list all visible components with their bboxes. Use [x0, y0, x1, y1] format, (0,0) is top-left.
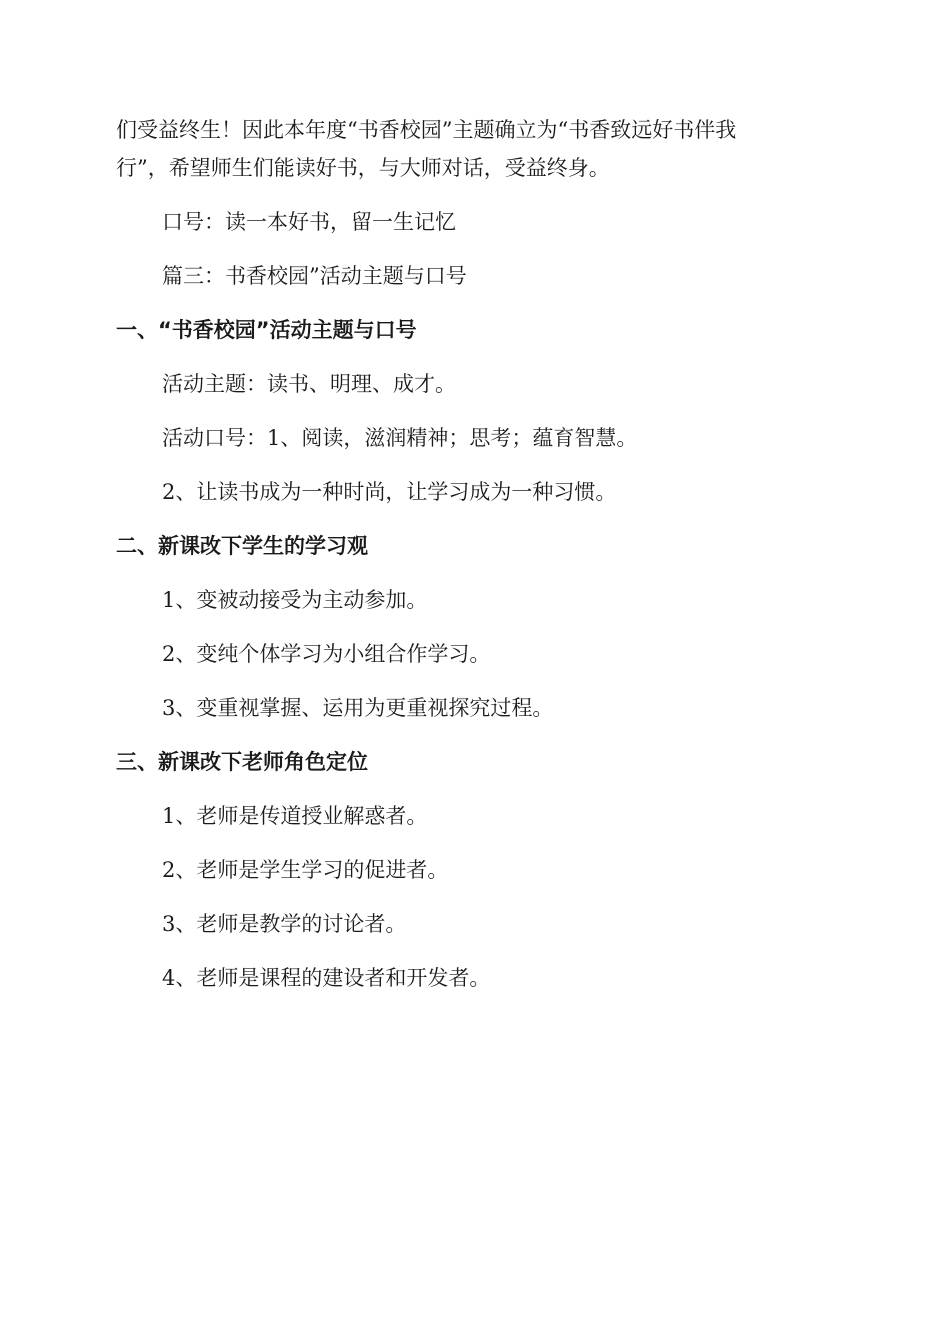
activity-slogan-2: 2、让读书成为一种时尚，让学习成为一种习惯。	[162, 480, 617, 504]
list-item: 2、老师是学生学习的促进者。	[162, 858, 449, 882]
intro-paragraph-line-1: 们受益终生！因此本年度“书香校园”主题确立为“书香致远好书伴我	[116, 118, 737, 142]
list-item: 3、变重视掌握、运用为更重视探究过程。	[162, 696, 554, 720]
list-item: 1、老师是传道授业解惑者。	[162, 804, 428, 828]
section-heading-2: 二、新课改下学生的学习观	[116, 534, 368, 558]
section-heading-3: 三、新课改下老师角色定位	[116, 750, 368, 774]
list-item: 2、变纯个体学习为小组合作学习。	[162, 642, 491, 666]
list-item: 4、老师是课程的建设者和开发者。	[162, 966, 491, 990]
activity-theme: 活动主题：读书、明理、成才。	[162, 372, 456, 396]
part-title: 篇三：书香校园”活动主题与口号	[162, 264, 467, 288]
section-heading-1: 一、“书香校园”活动主题与口号	[116, 318, 417, 342]
activity-slogan-1: 活动口号：1、阅读，滋润精神；思考；蕴育智慧。	[162, 426, 638, 450]
slogan-line: 口号：读一本好书，留一生记忆	[162, 210, 456, 234]
list-item: 3、老师是教学的讨论者。	[162, 912, 407, 936]
intro-paragraph-line-2: 行”，希望师生们能读好书，与大师对话，受益终身。	[116, 156, 610, 180]
list-item: 1、变被动接受为主动参加。	[162, 588, 428, 612]
